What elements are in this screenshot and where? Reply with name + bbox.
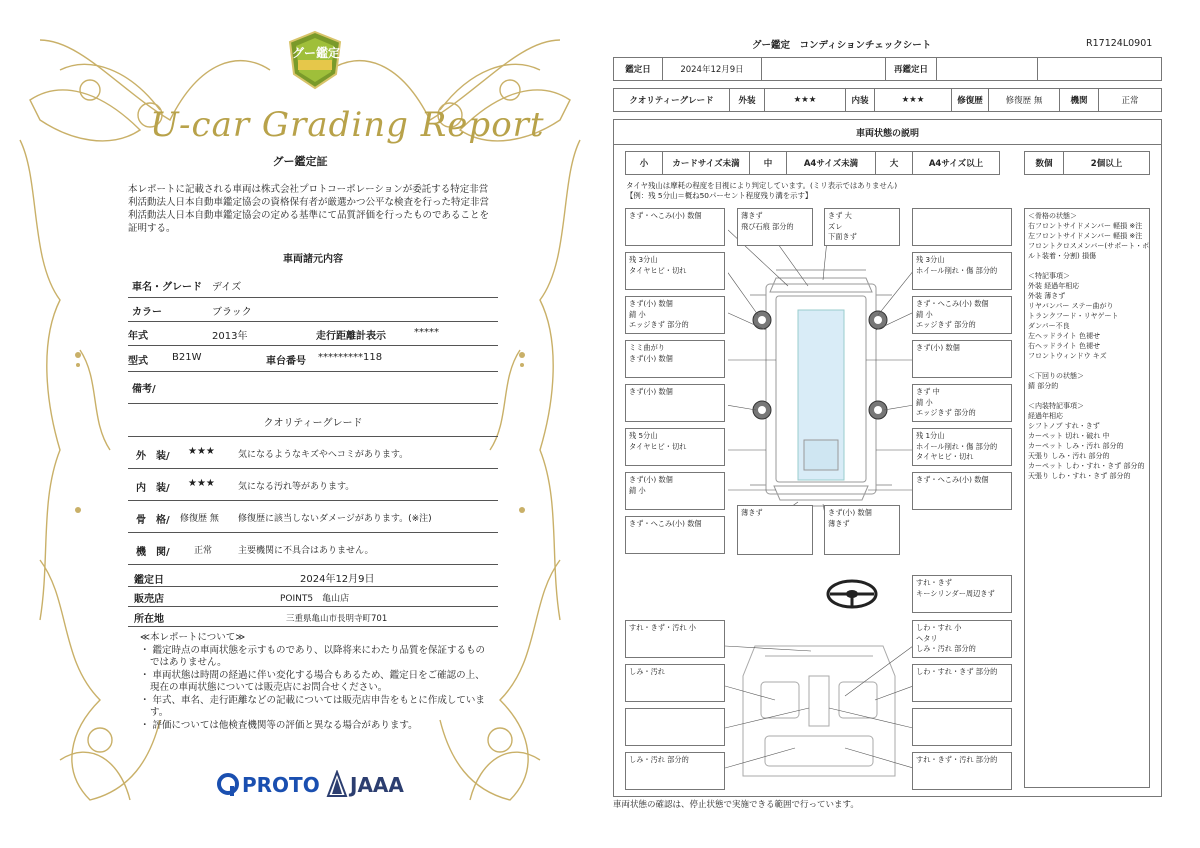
annotation-box: すれ・きず・汚れ 小 bbox=[625, 620, 725, 658]
shop-value: POINT5 亀山店 bbox=[280, 594, 350, 604]
annotation-box bbox=[912, 208, 1012, 246]
annotation-box: きず 中 錆 小 エッジきず 部分的 bbox=[912, 384, 1012, 422]
engine-label: 機 関/ bbox=[136, 547, 170, 558]
sheet-id: R17124L0901 bbox=[1086, 38, 1153, 49]
annotation-box: ミミ曲がり きず(小) 数個 bbox=[625, 340, 725, 378]
annotation-box: きず(小) 数個 錆 小 bbox=[625, 472, 725, 510]
date-value-cell: 2024年12月9日 bbox=[662, 57, 762, 81]
exterior-label: 外 装/ bbox=[136, 451, 170, 462]
date-label: 鑑定日 bbox=[134, 575, 164, 586]
size-mid-desc: A4サイズ未満 bbox=[786, 151, 876, 175]
condition-title-divider bbox=[613, 144, 1162, 145]
spec-row-color bbox=[128, 297, 498, 322]
spec-row-car-name bbox=[128, 273, 498, 298]
annotation-box: すれ・きず・汚れ 部分的 bbox=[912, 752, 1012, 790]
count-desc-cell: 2個以上 bbox=[1063, 151, 1150, 175]
redate-label-cell: 再鑑定日 bbox=[885, 57, 937, 81]
annotation-box: きず(小) 数個 bbox=[912, 340, 1012, 378]
frame-value: 修復歴 無 bbox=[180, 514, 219, 524]
annotation-box: すれ・きず キーシリンダー周辺きず bbox=[912, 575, 1012, 613]
int-label-cell: 内装 bbox=[845, 88, 875, 112]
date-value: 2024年12月9日 bbox=[300, 574, 375, 585]
redate-blank-cell bbox=[1037, 57, 1162, 81]
chassis-value: *********118 bbox=[318, 352, 383, 363]
condition-title: 車両状態の説明 bbox=[855, 129, 919, 139]
model-value: B21W bbox=[172, 352, 202, 363]
report-notes bbox=[140, 632, 490, 732]
annotation-box: 残 5分山 タイヤヒビ・切れ bbox=[625, 428, 725, 466]
color-label: カラー bbox=[132, 307, 162, 318]
spec-row-year bbox=[128, 321, 498, 346]
annotation-box: きず(小) 数個 薄きず bbox=[824, 505, 900, 555]
annotation-box: 薄きず bbox=[737, 505, 813, 555]
spec-row-model bbox=[128, 345, 498, 372]
date-blank-cell bbox=[761, 57, 886, 81]
int-stars-cell: ★★★ bbox=[874, 88, 952, 112]
annotation-box: 残 3分山 ホイール削れ・傷 部分的 bbox=[912, 252, 1012, 290]
info-row-date bbox=[128, 566, 498, 587]
redate-value-cell bbox=[936, 57, 1038, 81]
proto-brand: PROTO bbox=[242, 773, 320, 797]
tire-note-2: 【例：残 5分山＝概ね50パーセント程度残り溝を示す】 bbox=[626, 191, 813, 200]
annotation-box bbox=[912, 708, 1012, 746]
annotation-box: きず・へこみ(小) 数個 bbox=[625, 208, 725, 246]
quality-row-frame bbox=[128, 500, 498, 533]
ext-stars-cell: ★★★ bbox=[764, 88, 846, 112]
size-small-cell: 小 bbox=[625, 151, 663, 175]
interior-stars: ★★★ bbox=[188, 478, 215, 489]
sheet-footer: 車両状態の確認は、停止状態で実施できる範囲で行っています。 bbox=[613, 800, 859, 810]
annotation-box: しみ・汚れ bbox=[625, 664, 725, 702]
annotation-box: しわ・すれ 小 ヘタリ しみ・汚れ 部分的 bbox=[912, 620, 1012, 658]
quality-title: クオリティーグレード bbox=[263, 418, 363, 429]
remarks-label: 備考/ bbox=[132, 384, 156, 395]
mileage-value: ***** bbox=[414, 327, 439, 338]
annotation-box: きず 大 ズレ 下面きず bbox=[824, 208, 900, 246]
count-label-cell: 数個 bbox=[1024, 151, 1064, 175]
size-small-desc: カードサイズ未満 bbox=[662, 151, 750, 175]
info-row-address bbox=[128, 606, 498, 627]
car-name-value: デイズ bbox=[212, 282, 242, 293]
note-item: ・ 評価については他検査機関等の評価と異なる場合があります。 bbox=[140, 719, 418, 731]
annotation-box: 残 1分山 ホイール削れ・傷 部分的 タイヤヒビ・切れ bbox=[912, 428, 1012, 466]
interior-comment: 気になる汚れ等があります。 bbox=[238, 482, 355, 492]
engine-comment: 主要機関に不具合はありません。 bbox=[238, 546, 374, 556]
jaaa-logo-icon bbox=[326, 770, 348, 798]
quality-row-exterior bbox=[128, 436, 498, 469]
address-value: 三重県亀山市長明寺町701 bbox=[286, 614, 388, 624]
badge-text: グー鑑定 bbox=[292, 46, 341, 60]
goo-kantei-badge-icon bbox=[286, 30, 344, 92]
size-large-desc: A4サイズ以上 bbox=[912, 151, 1000, 175]
annotation-box: しみ・汚れ 部分的 bbox=[625, 752, 725, 790]
engine-value-cell: 正常 bbox=[1098, 88, 1162, 112]
engine-label-cell: 機関 bbox=[1059, 88, 1099, 112]
info-row-shop bbox=[128, 586, 498, 607]
report-title: U-car Grading Report bbox=[150, 105, 545, 145]
quality-row-interior bbox=[128, 468, 498, 501]
quality-title-divider bbox=[128, 404, 498, 437]
note-item: ・ 鑑定時点の車両状態を示すものであり、以降将来にわたり品質を保証するものではありません。 bbox=[140, 644, 486, 668]
note-item: ・ 車両状態は時間の経過に伴い変化する場合もあるため、鑑定日をご確認の上、現在の車両状態については販売店にお問合せください。 bbox=[140, 669, 485, 693]
steering-wheel-icon bbox=[826, 578, 878, 610]
exterior-stars: ★★★ bbox=[188, 446, 215, 457]
frame-label: 骨 格/ bbox=[136, 515, 170, 526]
interior-label: 内 装/ bbox=[136, 483, 170, 494]
annotation-box: きず・へこみ(小) 数個 bbox=[625, 516, 725, 554]
annotation-box: 薄きず 飛び石痕 部分的 bbox=[737, 208, 813, 246]
quality-label-cell: クオリティーグレード bbox=[613, 88, 730, 112]
notes-title: ≪本レポートについて≫ bbox=[140, 632, 246, 643]
frame-comment: 修復歴に該当しないダメージがあります。(※注) bbox=[238, 514, 432, 524]
special-notes-panel: ＜骨格の状態＞ 右フロントサイドメンバー 軽損 ※注 左フロントサイドメンバー 軽損 ※注 フロントクロスメンバー(サポート・ボ ルト装着・分割) 損傷 ＜特記事項＞ 外装 経過年相応 外装 薄きず リヤバンパー ステー曲がり トランクフード・リヤゲート ダンパー不良 左ヘッドライト 色褪せ 右ヘッドライト 色褪せ フロントウィンドウ キズ ＜下回りの状態＞ 錆 部分的 ＜内装特記事項＞ 経過年相応 シフトノブ すれ・きず カーペット 切れ・破れ 中 カーペット しみ・汚れ 部分的 天張り しみ・汚れ 部分的 カーペット しわ・すれ・きず 部分的 天張り しわ・すれ・きず 部分的 bbox=[1024, 208, 1150, 788]
ext-label-cell: 外装 bbox=[729, 88, 765, 112]
car-name-label: 車名・グレード bbox=[132, 282, 202, 293]
repair-value-cell: 修復歴 無 bbox=[988, 88, 1060, 112]
repair-label-cell: 修復歴 bbox=[951, 88, 989, 112]
proto-logo-icon bbox=[216, 772, 240, 798]
date-label-cell: 鑑定日 bbox=[613, 57, 663, 81]
car-interior-diagram bbox=[725, 636, 913, 786]
sheet-title: グー鑑定 コンディションチェックシート bbox=[752, 40, 932, 51]
model-label: 型式 bbox=[128, 356, 148, 367]
size-mid-cell: 中 bbox=[749, 151, 787, 175]
specs-title: 車両諸元内容 bbox=[283, 254, 343, 265]
tire-note-1: タイヤ残山は摩耗の程度を目視により判定しています。(ミリ表示ではありません) bbox=[626, 181, 898, 190]
annotation-box: きず(小) 数個 錆 小 エッジきず 部分的 bbox=[625, 296, 725, 334]
mileage-label: 走行距離計表示 bbox=[316, 331, 386, 342]
jaaa-brand: JAAA bbox=[350, 773, 404, 797]
size-large-cell: 大 bbox=[875, 151, 913, 175]
annotation-box: しわ・すれ・きず 部分的 bbox=[912, 664, 1012, 702]
shop-label: 販売店 bbox=[134, 594, 164, 605]
color-value: ブラック bbox=[212, 307, 252, 318]
engine-value: 正常 bbox=[194, 546, 213, 556]
annotation-box: 残 3分山 タイヤヒビ・切れ bbox=[625, 252, 725, 290]
exterior-comment: 気になるようなキズやヘコミがあります。 bbox=[238, 450, 409, 460]
note-item: ・ 年式、車名、走行距離などの記載については販売店申告をもとに作成しています。 bbox=[140, 694, 485, 718]
address-label: 所在地 bbox=[134, 614, 164, 625]
quality-row-engine bbox=[128, 532, 498, 565]
annotation-box: きず(小) 数個 bbox=[625, 384, 725, 422]
annotation-box: きず・へこみ(小) 数個 bbox=[912, 472, 1012, 510]
spec-row-remarks bbox=[128, 371, 498, 404]
certificate-title: グー鑑定証 bbox=[272, 155, 328, 168]
year-label: 年式 bbox=[128, 331, 148, 342]
annotation-box bbox=[625, 708, 725, 746]
annotation-box: きず・へこみ(小) 数個 錆 小 エッジきず 部分的 bbox=[912, 296, 1012, 334]
certificate-text: 本レポートに記載される車両は株式会社プロトコーポレーションが委託する特定非営利活動法人日本自動車鑑定協会の資格保有者が厳選かつ公平な検査を行った特定非営利活動法人日本自動車鑑定協会の定める基準にて品質評価を行ったものであることを証明する。 bbox=[128, 184, 490, 234]
chassis-label: 車台番号 bbox=[266, 356, 306, 367]
year-value: 2013年 bbox=[212, 331, 248, 342]
